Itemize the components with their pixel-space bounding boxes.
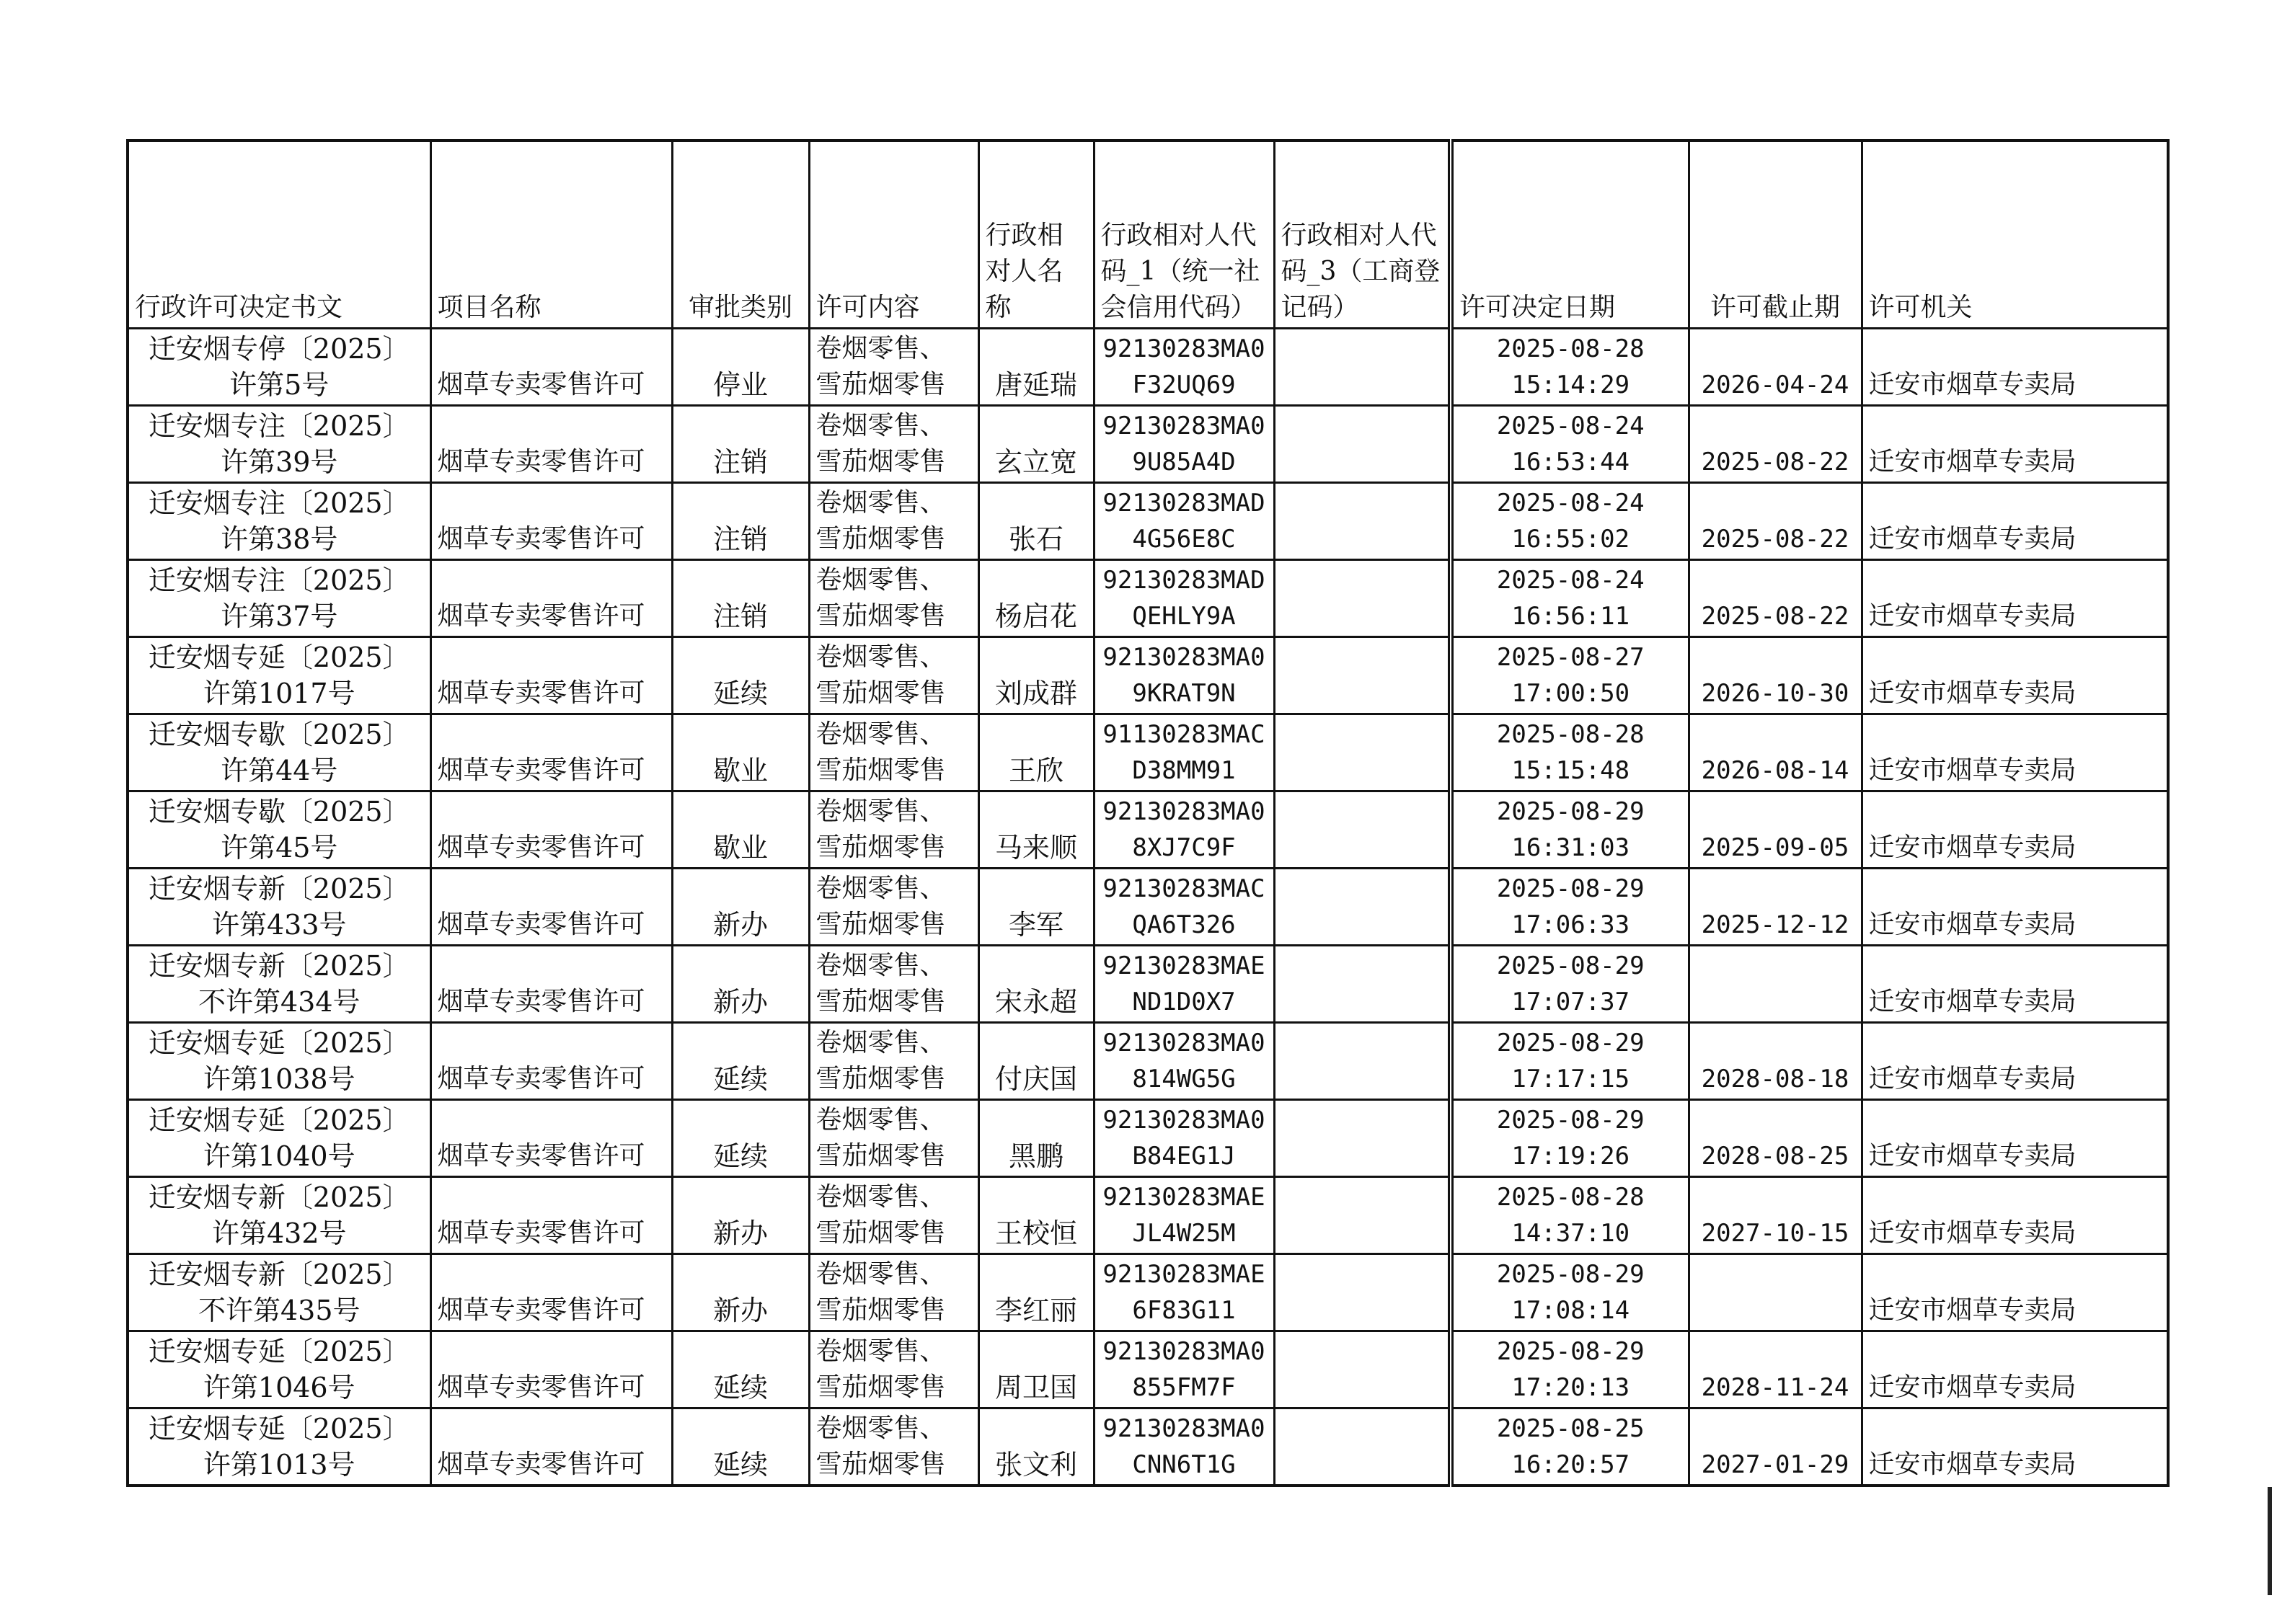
cell-authority: 迁安市烟草专卖局	[1862, 560, 2168, 637]
cell-category: 延续	[672, 637, 809, 714]
cell-party-code1-line: 8XJ7C9F	[1132, 833, 1236, 862]
cell-authority: 迁安市烟草专卖局	[1862, 1331, 2168, 1408]
cell-party-code1-line: B84EG1J	[1132, 1142, 1236, 1171]
cell-content	[809, 1023, 978, 1100]
cell-party-code1	[1094, 869, 1274, 946]
cell-decision-date	[1451, 406, 1689, 483]
cell-expiry: 2028-08-25	[1689, 1100, 1862, 1177]
table-row	[128, 1331, 2168, 1408]
cell-party-code1	[1094, 714, 1274, 791]
cell-doc-no-line: 不许第435号	[198, 1295, 361, 1326]
cell-decision-date-line: 16:56:11	[1511, 602, 1630, 631]
cell-expiry: 2025-08-22	[1689, 560, 1862, 637]
cell-content-line: 雪茄烟零售	[815, 910, 946, 939]
cell-party-name: 付庆国	[978, 1023, 1094, 1100]
cell-decision-date-line: 15:14:29	[1511, 370, 1630, 399]
cell-doc-no-line: 迁安烟专延〔2025〕	[148, 1336, 410, 1367]
cell-expiry: 2026-04-24	[1689, 329, 1862, 406]
cell-party-code3	[1274, 406, 1451, 483]
cell-project: 烟草专卖零售许可	[430, 791, 672, 869]
cell-category: 注销	[672, 406, 809, 483]
cell-doc-no-line: 迁安烟专歇〔2025〕	[148, 796, 410, 827]
cell-doc-no	[128, 329, 430, 406]
cell-project: 烟草专卖零售许可	[430, 329, 672, 406]
cell-party-code1-line: ND1D0X7	[1132, 988, 1236, 1016]
cell-party-code1	[1094, 1408, 1274, 1486]
cell-party-code3	[1274, 1254, 1451, 1331]
cell-decision-date-line: 2025-08-24	[1496, 412, 1645, 440]
cell-project: 烟草专卖零售许可	[430, 1408, 672, 1486]
cell-decision-date-line: 16:53:44	[1511, 448, 1630, 476]
cell-category: 延续	[672, 1331, 809, 1408]
cell-party-code3	[1274, 946, 1451, 1023]
table-row	[128, 560, 2168, 637]
cell-doc-no	[128, 869, 430, 946]
cell-decision-date	[1451, 1100, 1689, 1177]
cell-content-line: 卷烟零售、	[815, 1259, 946, 1289]
cell-content	[809, 1408, 978, 1486]
cell-party-name: 杨启花	[978, 560, 1094, 637]
cell-project: 烟草专卖零售许可	[430, 1177, 672, 1254]
cell-doc-no-line: 许第432号	[211, 1217, 347, 1249]
cell-party-code1-line: 4G56E8C	[1132, 525, 1236, 554]
table-row	[128, 1254, 2168, 1331]
cell-content	[809, 1100, 978, 1177]
cell-party-code1-line: 92130283MA0	[1102, 1414, 1265, 1443]
cell-doc-no-line: 许第39号	[221, 446, 338, 478]
cell-party-code1-line: 92130283MAD	[1102, 489, 1265, 518]
cell-project: 烟草专卖零售许可	[430, 1254, 672, 1331]
cell-expiry: 2028-08-18	[1689, 1023, 1862, 1100]
cell-party-code1-line: 91130283MAC	[1102, 720, 1265, 749]
cell-expiry: 2027-10-15	[1689, 1177, 1862, 1254]
cell-doc-no-line: 迁安烟专歇〔2025〕	[148, 719, 410, 750]
cell-doc-no-line: 许第1013号	[203, 1449, 355, 1481]
table-row	[128, 406, 2168, 483]
cell-doc-no	[128, 791, 430, 869]
cell-project: 烟草专卖零售许可	[430, 714, 672, 791]
cell-content-line: 雪茄烟零售	[815, 833, 946, 862]
cell-decision-date-line: 2025-08-29	[1496, 1029, 1645, 1057]
cell-content-line: 雪茄烟零售	[815, 1141, 946, 1171]
permit-table	[126, 139, 2170, 1487]
cell-party-name: 李军	[978, 869, 1094, 946]
cell-content-line: 卷烟零售、	[815, 642, 946, 672]
cell-party-code1	[1094, 946, 1274, 1023]
permit-document	[126, 139, 2167, 1487]
cell-decision-date-line: 16:55:02	[1511, 525, 1630, 554]
cell-doc-no	[128, 1408, 430, 1486]
cell-doc-no-line: 许第37号	[221, 600, 338, 632]
table-row	[128, 483, 2168, 560]
cell-authority: 迁安市烟草专卖局	[1862, 483, 2168, 560]
cell-decision-date	[1451, 1254, 1689, 1331]
cell-party-code3	[1274, 560, 1451, 637]
cell-decision-date-line: 16:20:57	[1511, 1450, 1630, 1479]
cell-decision-date-line: 2025-08-29	[1496, 1260, 1645, 1289]
cell-doc-no-line: 许第1040号	[203, 1140, 355, 1172]
cell-category: 延续	[672, 1408, 809, 1486]
cell-party-name: 王欣	[978, 714, 1094, 791]
cell-content-line: 雪茄烟零售	[815, 1064, 946, 1093]
cell-party-code3	[1274, 1408, 1451, 1486]
table-row	[128, 637, 2168, 714]
table-row	[128, 1023, 2168, 1100]
cell-decision-date-line: 17:17:15	[1511, 1065, 1630, 1093]
cell-content	[809, 869, 978, 946]
cell-category: 新办	[672, 869, 809, 946]
cell-content-line: 卷烟零售、	[815, 1336, 946, 1366]
cell-category: 延续	[672, 1023, 809, 1100]
cell-doc-no	[128, 1100, 430, 1177]
cell-party-code1-line: 92130283MAE	[1102, 951, 1265, 980]
cell-party-code1-line: 92130283MA0	[1102, 643, 1265, 672]
table-row	[128, 329, 2168, 406]
cell-party-code1	[1094, 1254, 1274, 1331]
cell-party-code3	[1274, 791, 1451, 869]
cell-party-code3	[1274, 1177, 1451, 1254]
cell-decision-date	[1451, 714, 1689, 791]
cell-party-name: 周卫国	[978, 1331, 1094, 1408]
cell-decision-date	[1451, 637, 1689, 714]
cell-party-code1-line: CNN6T1G	[1132, 1450, 1236, 1479]
cell-doc-no-line: 迁安烟专注〔2025〕	[148, 564, 410, 596]
cell-party-name: 唐延瑞	[978, 329, 1094, 406]
cell-expiry: 2026-10-30	[1689, 637, 1862, 714]
cell-project: 烟草专卖零售许可	[430, 637, 672, 714]
cell-expiry: 2025-08-22	[1689, 483, 1862, 560]
cell-doc-no	[128, 560, 430, 637]
cell-party-code1	[1094, 329, 1274, 406]
cell-decision-date-line: 2025-08-29	[1496, 1337, 1645, 1366]
cell-doc-no	[128, 406, 430, 483]
cell-content-line: 卷烟零售、	[815, 488, 946, 518]
cell-authority: 迁安市烟草专卖局	[1862, 869, 2168, 946]
cell-decision-date	[1451, 329, 1689, 406]
cell-party-code3	[1274, 637, 1451, 714]
cell-decision-date-line: 17:08:14	[1511, 1296, 1630, 1325]
cell-party-code3	[1274, 1100, 1451, 1177]
cell-party-code3	[1274, 714, 1451, 791]
cell-authority: 迁安市烟草专卖局	[1862, 637, 2168, 714]
cell-decision-date	[1451, 1177, 1689, 1254]
cell-party-code1-line: 92130283MAE	[1102, 1183, 1265, 1212]
cell-doc-no-line: 迁安烟专注〔2025〕	[148, 410, 410, 442]
cell-category: 歇业	[672, 714, 809, 791]
cell-party-code3	[1274, 483, 1451, 560]
cell-content-line: 卷烟零售、	[815, 951, 946, 980]
cell-decision-date	[1451, 1023, 1689, 1100]
cell-content-line: 卷烟零售、	[815, 797, 946, 826]
cell-decision-date-line: 16:31:03	[1511, 833, 1630, 862]
cell-party-name: 李红丽	[978, 1254, 1094, 1331]
cell-party-code1-line: 92130283MAD	[1102, 566, 1265, 595]
table-row	[128, 1100, 2168, 1177]
cell-doc-no	[128, 1023, 430, 1100]
cell-category: 注销	[672, 483, 809, 560]
header-decision-date: 许可决定日期	[1451, 141, 1689, 329]
cell-doc-no-line: 迁安烟专新〔2025〕	[148, 950, 410, 982]
cell-party-code1	[1094, 637, 1274, 714]
cell-category: 新办	[672, 1177, 809, 1254]
cell-decision-date-line: 17:20:13	[1511, 1373, 1630, 1402]
cell-content-line: 卷烟零售、	[815, 719, 946, 749]
cell-decision-date	[1451, 1408, 1689, 1486]
cell-category: 歇业	[672, 791, 809, 869]
cell-party-code1-line: 92130283MA0	[1102, 797, 1265, 826]
cell-party-code1-line: 92130283MAC	[1102, 874, 1265, 903]
table-row	[128, 714, 2168, 791]
cell-content	[809, 637, 978, 714]
cell-doc-no-line: 许第1046号	[203, 1372, 355, 1403]
cell-content-line: 卷烟零售、	[815, 565, 946, 595]
cell-party-code1-line: 92130283MAE	[1102, 1260, 1265, 1289]
cell-content	[809, 560, 978, 637]
cell-party-code1-line: 6F83G11	[1132, 1296, 1236, 1325]
cell-project: 烟草专卖零售许可	[430, 560, 672, 637]
cell-content-line: 卷烟零售、	[815, 1414, 946, 1443]
cell-authority: 迁安市烟草专卖局	[1862, 406, 2168, 483]
cell-party-code1	[1094, 406, 1274, 483]
cell-content-line: 雪茄烟零售	[815, 524, 946, 554]
cell-decision-date-line: 2025-08-27	[1496, 643, 1645, 672]
cell-content	[809, 1254, 978, 1331]
cell-doc-no-line: 迁安烟专注〔2025〕	[148, 487, 410, 519]
cell-doc-no	[128, 1254, 430, 1331]
cell-decision-date-line: 17:07:37	[1511, 988, 1630, 1016]
cell-decision-date-line: 2025-08-29	[1496, 797, 1645, 826]
cell-decision-date	[1451, 1331, 1689, 1408]
header-party-code3: 行政相对人代码_3（工商登记码）	[1274, 141, 1451, 329]
cell-content	[809, 946, 978, 1023]
cell-expiry	[1689, 946, 1862, 1023]
cell-decision-date-line: 2025-08-28	[1496, 334, 1645, 363]
cell-authority: 迁安市烟草专卖局	[1862, 946, 2168, 1023]
cell-category: 新办	[672, 946, 809, 1023]
cell-decision-date	[1451, 869, 1689, 946]
cell-decision-date-line: 2025-08-28	[1496, 1183, 1645, 1212]
cell-decision-date-line: 2025-08-29	[1496, 1106, 1645, 1135]
cell-doc-no-line: 许第38号	[221, 523, 338, 555]
table-row	[128, 791, 2168, 869]
cell-project: 烟草专卖零售许可	[430, 1331, 672, 1408]
cell-decision-date-line: 2025-08-25	[1496, 1414, 1645, 1443]
cell-decision-date	[1451, 946, 1689, 1023]
table-row	[128, 1177, 2168, 1254]
cell-party-name: 黑鹏	[978, 1100, 1094, 1177]
cell-category: 注销	[672, 560, 809, 637]
cell-category: 停业	[672, 329, 809, 406]
cell-party-code1	[1094, 1100, 1274, 1177]
cell-expiry: 2025-12-12	[1689, 869, 1862, 946]
cell-decision-date-line: 2025-08-29	[1496, 874, 1645, 903]
cell-content-line: 雪茄烟零售	[815, 1295, 946, 1325]
header-party-name: 行政相对人名称	[978, 141, 1094, 329]
cell-project: 烟草专卖零售许可	[430, 406, 672, 483]
cell-party-code1-line: F32UQ69	[1132, 370, 1236, 399]
cell-party-code1-line: 92130283MA0	[1102, 1337, 1265, 1366]
cell-decision-date-line: 17:19:26	[1511, 1142, 1630, 1171]
cell-doc-no-line: 许第45号	[221, 832, 338, 864]
cell-expiry: 2025-09-05	[1689, 791, 1862, 869]
cell-doc-no-line: 迁安烟专延〔2025〕	[148, 1027, 410, 1059]
cell-doc-no	[128, 637, 430, 714]
cell-content	[809, 1177, 978, 1254]
cell-party-code1-line: 92130283MA0	[1102, 412, 1265, 440]
cell-content-line: 雪茄烟零售	[815, 1218, 946, 1248]
cell-party-code1-line: 9U85A4D	[1132, 448, 1236, 476]
cell-authority: 迁安市烟草专卖局	[1862, 1254, 2168, 1331]
cell-party-name: 张文利	[978, 1408, 1094, 1486]
cell-party-code1-line: 92130283MA0	[1102, 334, 1265, 363]
cell-project: 烟草专卖零售许可	[430, 1023, 672, 1100]
cell-content-line: 雪茄烟零售	[815, 1450, 946, 1479]
cell-content-line: 雪茄烟零售	[815, 370, 946, 399]
cell-content-line: 雪茄烟零售	[815, 601, 946, 631]
table-row	[128, 869, 2168, 946]
table-row	[128, 946, 2168, 1023]
cell-expiry: 2025-08-22	[1689, 406, 1862, 483]
cell-decision-date-line: 2025-08-28	[1496, 720, 1645, 749]
cell-party-code1-line: 9KRAT9N	[1132, 679, 1236, 708]
cell-content-line: 卷烟零售、	[815, 1028, 946, 1057]
cell-expiry: 2028-11-24	[1689, 1331, 1862, 1408]
cell-party-code3	[1274, 869, 1451, 946]
cell-expiry	[1689, 1254, 1862, 1331]
cell-content-line: 卷烟零售、	[815, 1182, 946, 1212]
cell-expiry: 2026-08-14	[1689, 714, 1862, 791]
cell-doc-no-line: 迁安烟专延〔2025〕	[148, 1104, 410, 1136]
cell-party-name: 马来顺	[978, 791, 1094, 869]
header-party-code1: 行政相对人代码_1（统一社会信用代码）	[1094, 141, 1274, 329]
cell-party-code1	[1094, 1023, 1274, 1100]
cell-content-line: 雪茄烟零售	[815, 755, 946, 785]
cell-project: 烟草专卖零售许可	[430, 869, 672, 946]
cell-decision-date-line: 17:00:50	[1511, 679, 1630, 708]
cell-party-code1-line: QEHLY9A	[1132, 602, 1236, 631]
cell-doc-no	[128, 1331, 430, 1408]
cell-authority: 迁安市烟草专卖局	[1862, 714, 2168, 791]
cell-doc-no-line: 迁安烟专停〔2025〕	[148, 333, 410, 365]
cell-party-name: 玄立宽	[978, 406, 1094, 483]
cell-content-line: 雪茄烟零售	[815, 987, 946, 1016]
cell-project: 烟草专卖零售许可	[430, 1100, 672, 1177]
cell-party-name: 刘成群	[978, 637, 1094, 714]
cell-doc-no-line: 迁安烟专延〔2025〕	[148, 642, 410, 673]
cell-content-line: 卷烟零售、	[815, 1105, 946, 1135]
cell-party-code1-line: D38MM91	[1132, 756, 1236, 785]
cell-party-code1-line: 92130283MA0	[1102, 1106, 1265, 1135]
cell-party-name: 宋永超	[978, 946, 1094, 1023]
cell-content	[809, 1331, 978, 1408]
cell-party-code3	[1274, 1023, 1451, 1100]
cell-doc-no-line: 许第433号	[211, 909, 347, 941]
cell-content	[809, 483, 978, 560]
cell-authority: 迁安市烟草专卖局	[1862, 1177, 2168, 1254]
cell-doc-no-line: 许第1038号	[203, 1063, 355, 1095]
cell-doc-no-line: 迁安烟专延〔2025〕	[148, 1413, 410, 1445]
header-content: 许可内容	[809, 141, 978, 329]
cell-doc-no	[128, 946, 430, 1023]
cell-party-code1-line: JL4W25M	[1132, 1219, 1236, 1248]
cell-party-code1	[1094, 560, 1274, 637]
cell-content-line: 雪茄烟零售	[815, 1372, 946, 1402]
cell-party-code1-line: 92130283MA0	[1102, 1029, 1265, 1057]
header-expiry: 许可截止期	[1689, 141, 1862, 329]
cell-doc-no-line: 许第5号	[229, 369, 330, 401]
cell-decision-date-line: 2025-08-29	[1496, 951, 1645, 980]
cell-doc-no	[128, 483, 430, 560]
cell-doc-no-line: 迁安烟专新〔2025〕	[148, 873, 410, 905]
cell-doc-no-line: 许第1017号	[203, 678, 355, 709]
cell-party-name: 王校恒	[978, 1177, 1094, 1254]
cell-project: 烟草专卖零售许可	[430, 483, 672, 560]
cell-party-code1-line: 855FM7F	[1132, 1373, 1236, 1402]
cell-party-code3	[1274, 1331, 1451, 1408]
cell-decision-date	[1451, 483, 1689, 560]
cell-doc-no-line: 迁安烟专新〔2025〕	[148, 1259, 410, 1290]
scan-edge-mark	[2268, 1487, 2281, 1595]
cell-authority: 迁安市烟草专卖局	[1862, 1023, 2168, 1100]
cell-content	[809, 406, 978, 483]
cell-content-line: 雪茄烟零售	[815, 678, 946, 708]
cell-decision-date	[1451, 560, 1689, 637]
header-project: 项目名称	[430, 141, 672, 329]
cell-party-code3	[1274, 329, 1451, 406]
table-header-row	[128, 141, 2168, 329]
cell-content-line: 卷烟零售、	[815, 411, 946, 440]
cell-authority: 迁安市烟草专卖局	[1862, 1408, 2168, 1486]
table-row	[128, 1408, 2168, 1486]
cell-party-code1-line: 814WG5G	[1132, 1065, 1236, 1093]
cell-party-name: 张石	[978, 483, 1094, 560]
cell-party-code1	[1094, 1177, 1274, 1254]
cell-authority: 迁安市烟草专卖局	[1862, 791, 2168, 869]
cell-category: 延续	[672, 1100, 809, 1177]
cell-doc-no-line: 迁安烟专新〔2025〕	[148, 1181, 410, 1213]
cell-decision-date-line: 15:15:48	[1511, 756, 1630, 785]
cell-authority: 迁安市烟草专卖局	[1862, 329, 2168, 406]
header-category: 审批类别	[672, 141, 809, 329]
cell-content-line: 卷烟零售、	[815, 334, 946, 363]
cell-decision-date-line: 2025-08-24	[1496, 489, 1645, 518]
cell-authority: 迁安市烟草专卖局	[1862, 1100, 2168, 1177]
cell-content-line: 卷烟零售、	[815, 874, 946, 903]
cell-doc-no	[128, 714, 430, 791]
cell-content	[809, 714, 978, 791]
cell-doc-no-line: 不许第434号	[198, 986, 361, 1018]
cell-decision-date-line: 14:37:10	[1511, 1219, 1630, 1248]
cell-decision-date-line: 17:06:33	[1511, 910, 1630, 939]
header-doc-no: 行政许可决定书文	[128, 141, 430, 329]
cell-content-line: 雪茄烟零售	[815, 447, 946, 476]
cell-party-code1-line: QA6T326	[1132, 910, 1236, 939]
cell-decision-date-line: 2025-08-24	[1496, 566, 1645, 595]
cell-decision-date	[1451, 791, 1689, 869]
cell-doc-no	[128, 1177, 430, 1254]
header-authority: 许可机关	[1862, 141, 2168, 329]
cell-party-code1	[1094, 791, 1274, 869]
cell-content	[809, 791, 978, 869]
cell-project: 烟草专卖零售许可	[430, 946, 672, 1023]
cell-content	[809, 329, 978, 406]
cell-party-code1	[1094, 483, 1274, 560]
cell-party-code1	[1094, 1331, 1274, 1408]
cell-doc-no-line: 许第44号	[221, 755, 338, 786]
cell-category: 新办	[672, 1254, 809, 1331]
cell-expiry: 2027-01-29	[1689, 1408, 1862, 1486]
